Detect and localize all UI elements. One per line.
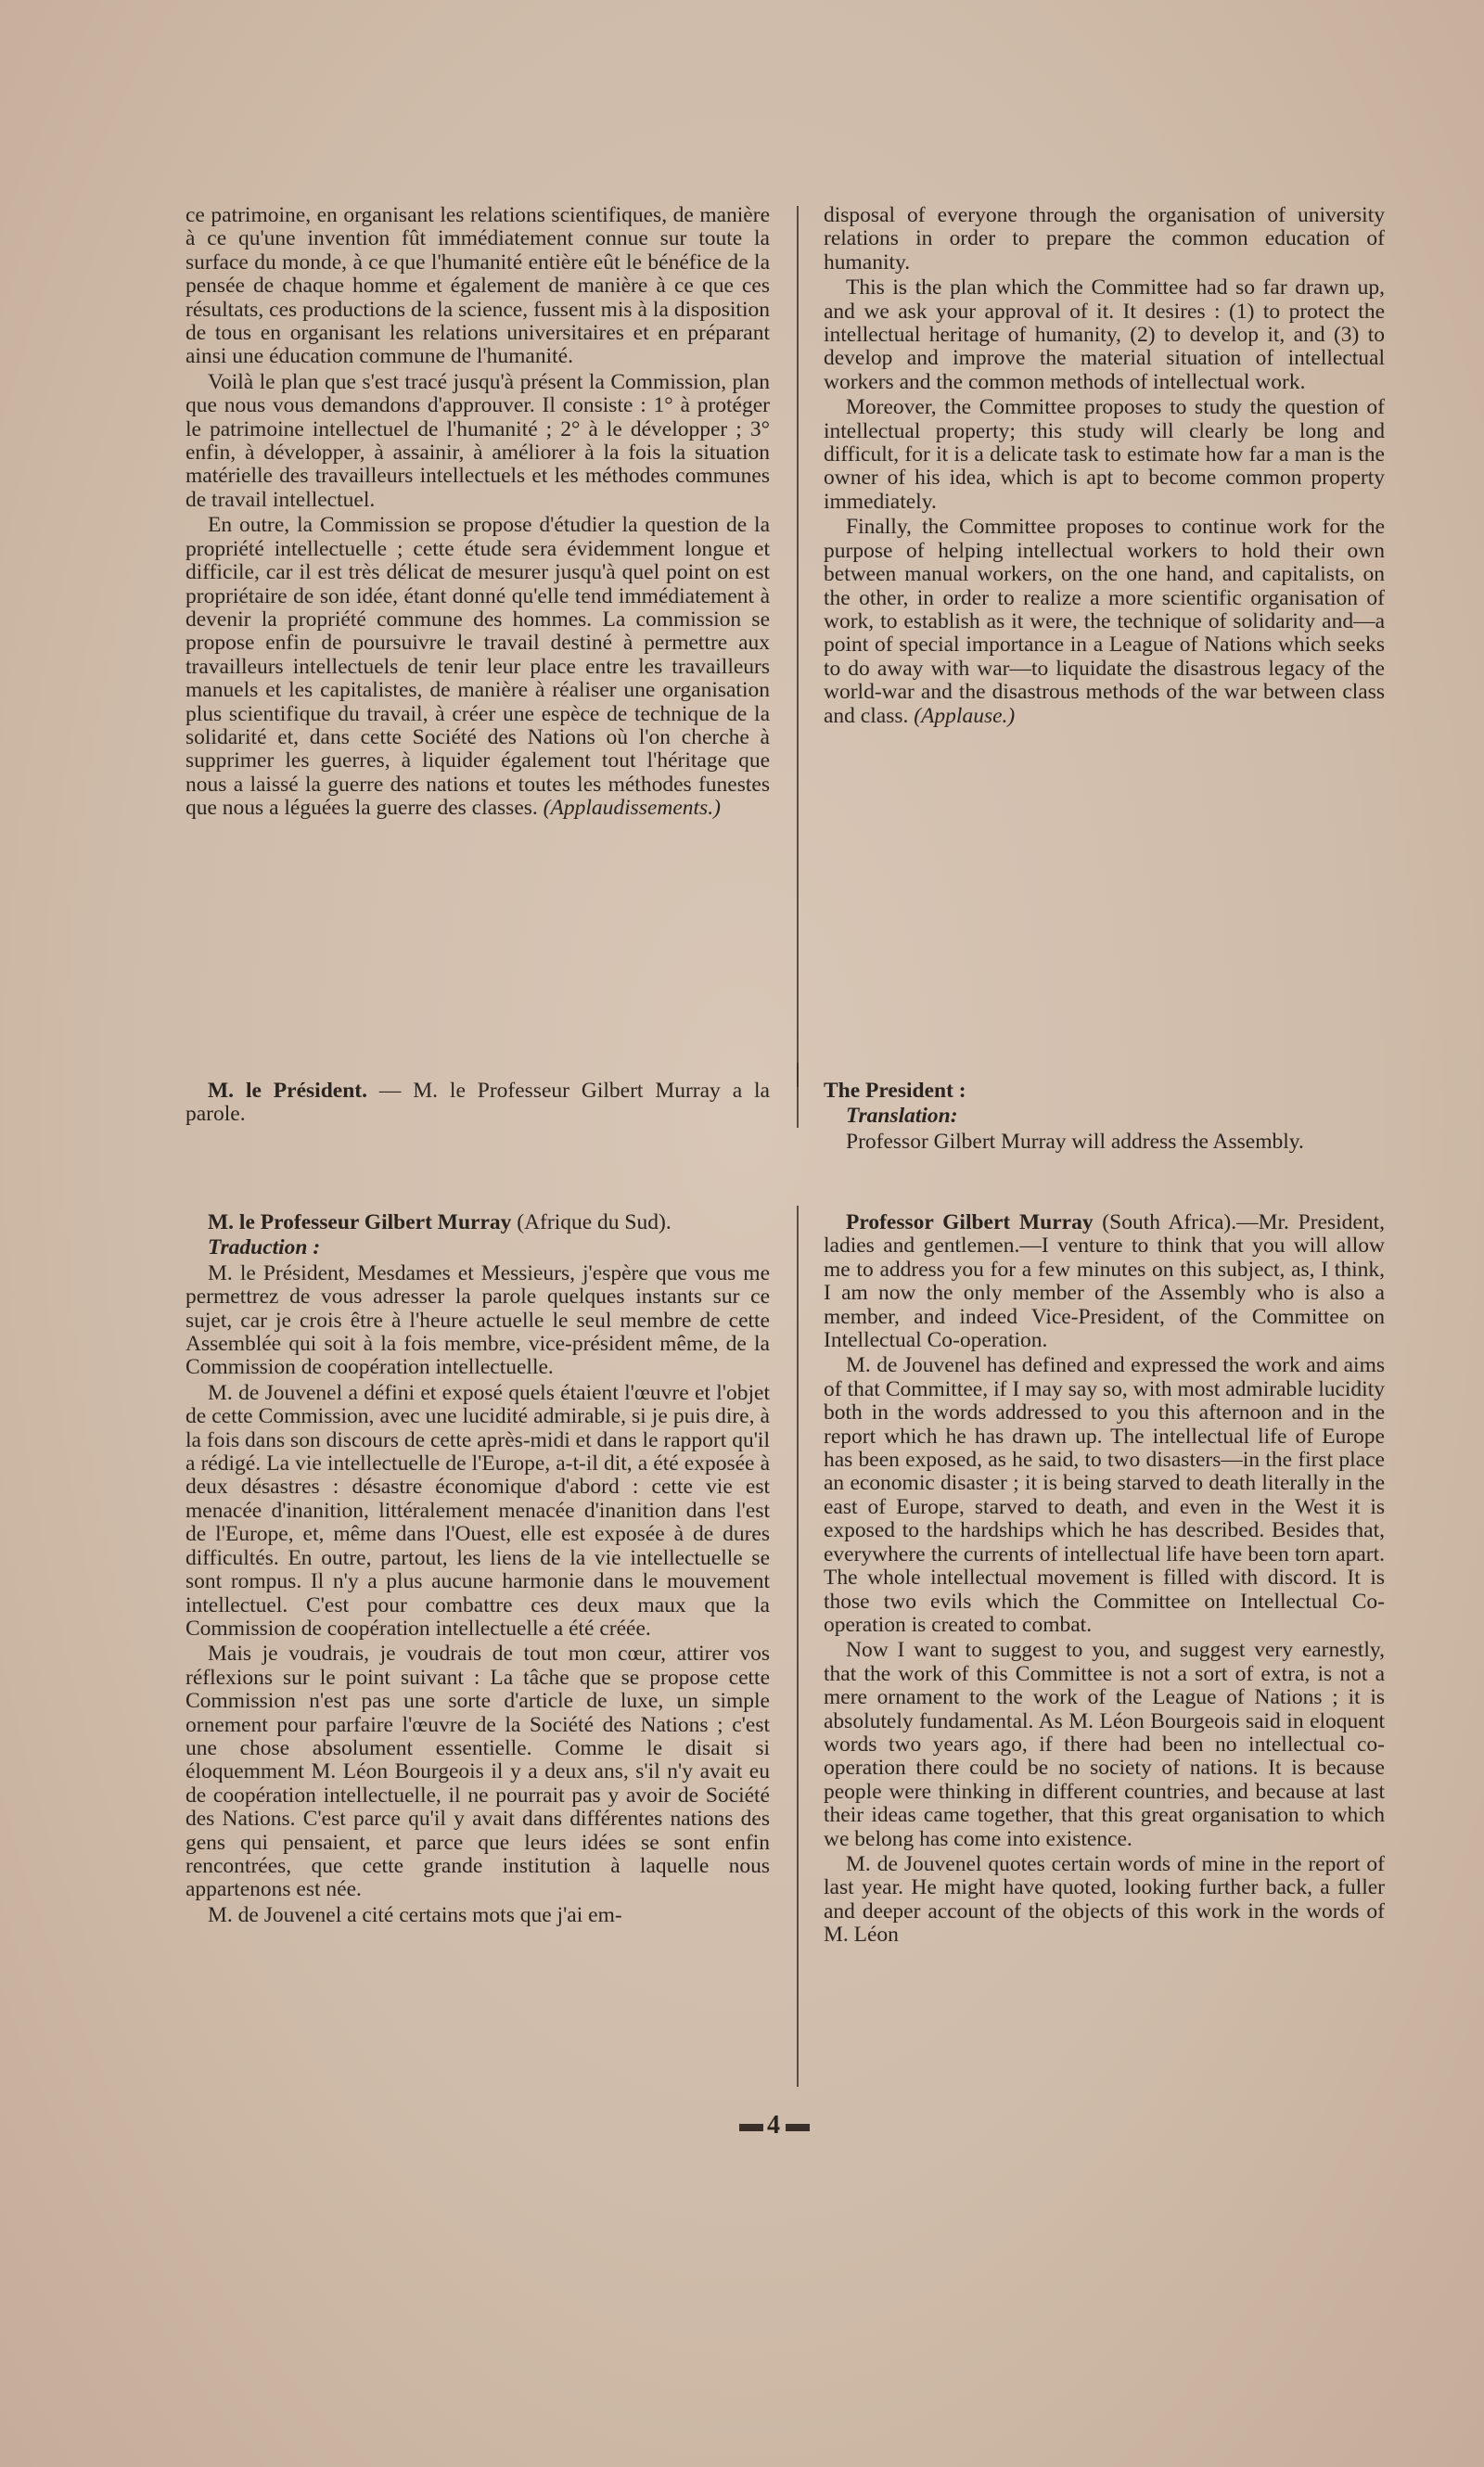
paragraph [186, 514, 770, 820]
speaker-country: (South Africa). [1093, 1210, 1237, 1234]
paragraph: Moreover, the Committee proposes to study the question of intellectual property; this study will clearly be long and difficult, for it is a delicate task to estimate how far a man is the owner of his idea, which is apt to become common property immediately. [824, 395, 1385, 514]
paragraph: M. de Jouvenel a défini et exposé quels étaient l'œuvre et l'objet de cette Commission, avec une lucidité admirable, si je puis dire, à la fois dans son discours de cette après-midi et dans le rapport qu'il a rédigé. La vie intellectuelle de l'Europe, a-t-il dit, a été exposée à deux désastres : désastre économique d'abord : cette vie est menacée d'inanition, littéralement menacée d'inanition dans l'est de l'Europe, et, même dans l'Ouest, elle est exposée à de dures difficultés. En outre, partout, les liens de la vie intellectuelle se sont rompus. Il n'y a plus aucune harmonie dans le mouvement intellectuel. C'est pour combattre ces deux maux que la Commission de coopération intellectuelle a été créée. [186, 1380, 770, 1641]
paragraph-text: En outre, la Commission se propose d'étudier la question de la propriété intellectuelle ; cette étude sera évidemment longue et difficile, car il est très délicat de mesurer jusqu'à quel point on est propriétaire de son idée, étant donné qu'elle tend immédiatement à devenir la propriété commune des hommes. La commission se propose enfin de poursuivre le travail destiné à permettre aux travailleurs intellectuels de tenir leur place entre les travailleurs manuels et les capitalistes, de manière à réaliser une organisation plus scientifique du travail, à créer une espèce de technique de la solidarité et, dans cette Société des Nations où l'on cherche à supprimer les guerres, à liquider également tout l'héritage que nous a laissé la guerre des nations et toutes les méthodes funestes que nous a léguées la guerre des classes. [186, 513, 770, 821]
translation-label: Traduction : [208, 1235, 321, 1260]
paragraph [824, 516, 1385, 728]
applause-note: (Applaudissements.) [543, 796, 721, 821]
paragraph: This is the plan which the Committee had so far drawn up, and we ask your approval of it. It desires : (1) to protect the intellectual heritage of humanity, (2) to develop it, and (3) to develop and improve the material situation of intellectual workers and the common methods of intellectual work. [824, 275, 1385, 394]
applause-note: (Applause.) [914, 703, 1016, 728]
french-president-block [186, 1080, 770, 1127]
speaker-name: Professor Gilbert Murray [846, 1210, 1094, 1234]
english-president-block [824, 1080, 1385, 1154]
english-column-top [824, 204, 1385, 728]
paragraph: Professor Gilbert Murray will address the Assembly. [846, 1129, 1304, 1154]
paragraph: M. de Jouvenel a cité certains mots que j'ai em- [208, 1902, 622, 1927]
paragraph: ce patrimoine, en organisant les relations scientifiques, de manière à ce qu'une invention fût immédiatement connue sur toute la surface du monde, à ce que l'humanité entière eût le bénéfice de la pensée de chaque homme et également de manière à ce que ces résultats, ces productions de la science, fussent mis à la disposition de tous en organisant les relations universitaires et en préparant ainsi une éducation commune de l'humanité. [186, 203, 770, 369]
paragraph: M. le Président, Mesdames et Messieurs, j'espère que vous me permettrez de vous adresser la parole quelques instants sur ce sujet, car je crois être à l'heure actuelle le seul membre de cette Assemblée qui soit à la fois membre, vice-président même, de la Commission de coopération intellectuelle. [186, 1260, 770, 1380]
english-murray-block [824, 1211, 1385, 1948]
paragraph: Now I want to suggest to you, and suggest very earnestly, that the work of this Committee is not a sort of extra, is not a mere ornament to the work of the League of Nations ; it is absolutely fundamental. As M. Léon Bourgeois said in eloquent words two years ago, if there had been no intellectual co-operation there could be no society of nations. It is because people were thinking in different countries, and because at last their ideas came together, that this great organisation to which we belong has come into existence. [824, 1638, 1385, 1851]
paragraph-text: — M. le Professeur Gilbert Murray a la parole. [186, 1079, 770, 1127]
paragraph: Voilà le plan que s'est tracé jusqu'à présent la Commission, plan que nous vous demandons d'approuver. Il consiste : 1° à protéger le patrimoine intellectuel de l'humanité ; 2° à le développer ; 3° enfin, à développer, à assainir, à améliorer à la fois la situation matérielle des travailleurs intellectuels et les méthodes communes de travail intellectuel. [186, 369, 770, 512]
speaker-name: The President : [824, 1079, 966, 1103]
paragraph [186, 1211, 770, 1234]
paragraph: Mais je voudrais, je voudrais de tout mon cœur, attirer vos réflexions sur le point suivant : La tâche que se propose cette Commission n'est pas une sorte d'article de luxe, un simple ornement pour parfaire l'œuvre de la Société des Nations ; c'est une chose absolument essentielle. Comme le disait si éloquemment M. Léon Bourgeois il y a deux ans, s'il n'y avait eu de coopération intellectuelle, il ne pourrait pas y avoir de Société des Nations. C'est parce qu'il y avait dans différentes nations des gens qui pensaient, et parce que leurs idées se sont enfin rencontrées, que cette grande institution à laquelle nous appartenons est née. [186, 1642, 770, 1902]
paragraph-text: —Mr. President, ladies and gentlemen.—I venture to think that you will allow me to address you for a few minutes on this subject, as, I think, I am now the only member of the Assembly who is also a member, and indeed Vice-President, of the Committee on Intellectual Co-operation. [824, 1210, 1385, 1353]
paragraph: M. de Jouvenel has defined and expressed the work and aims of that Committee, if I may say so, with most admirable lucidity both in the words addressed to you this afternoon and in the report which he has drawn up. The intellectual life of Europe has been exposed, as he said, to two disasters—in the first place an economic disaster ; it is being starved to death literally in the east of Europe, starved to death, and even in the West it is exposed to the hardships which he has described. Besides that, everywhere the currents of intellectual life have been torn apart. The whole intellectual movement is filled with discord. It is those two evils which the Committee on Intellectual Co-operation is created to combat. [824, 1353, 1385, 1637]
column-divider-middle [797, 1063, 799, 1128]
paragraph: M. de Jouvenel quotes certain words of mine in the report of last year. He might have quoted, looking further back, a fuller and deeper account of the objects of this work in the words of M. Léon [824, 1851, 1385, 1948]
paragraph [186, 1080, 770, 1127]
paragraph: disposal of everyone through the organisation of university relations in order to prepare the common education of humanity. [824, 203, 1385, 275]
speaker-country: (Afrique du Sud). [511, 1210, 672, 1234]
paragraph-text: Finally, the Committee proposes to continue work for the purpose of helping intellectual workers to hold their own between manual workers, on the one hand, and capitalists, on the other, in order to realize a more scientific organisation of work, to establish as it were, the technique of solidarity and—a point of special importance in a League of Nations which seeks to do away with war—to liquidate the disastrous legacy of the world-war and the disastrous methods of the war between class and class. [824, 515, 1385, 728]
column-divider-top [797, 206, 799, 1087]
speaker-name: M. le Président. [208, 1079, 367, 1103]
paragraph [824, 1211, 1385, 1352]
french-column-top [186, 204, 770, 821]
page-number: 4 [705, 2111, 844, 2141]
french-murray-block [186, 1211, 770, 1927]
translation-label: Translation: [846, 1104, 958, 1129]
speaker-name: M. le Professeur Gilbert Murray [208, 1210, 512, 1234]
column-divider-bottom [797, 1206, 799, 2087]
